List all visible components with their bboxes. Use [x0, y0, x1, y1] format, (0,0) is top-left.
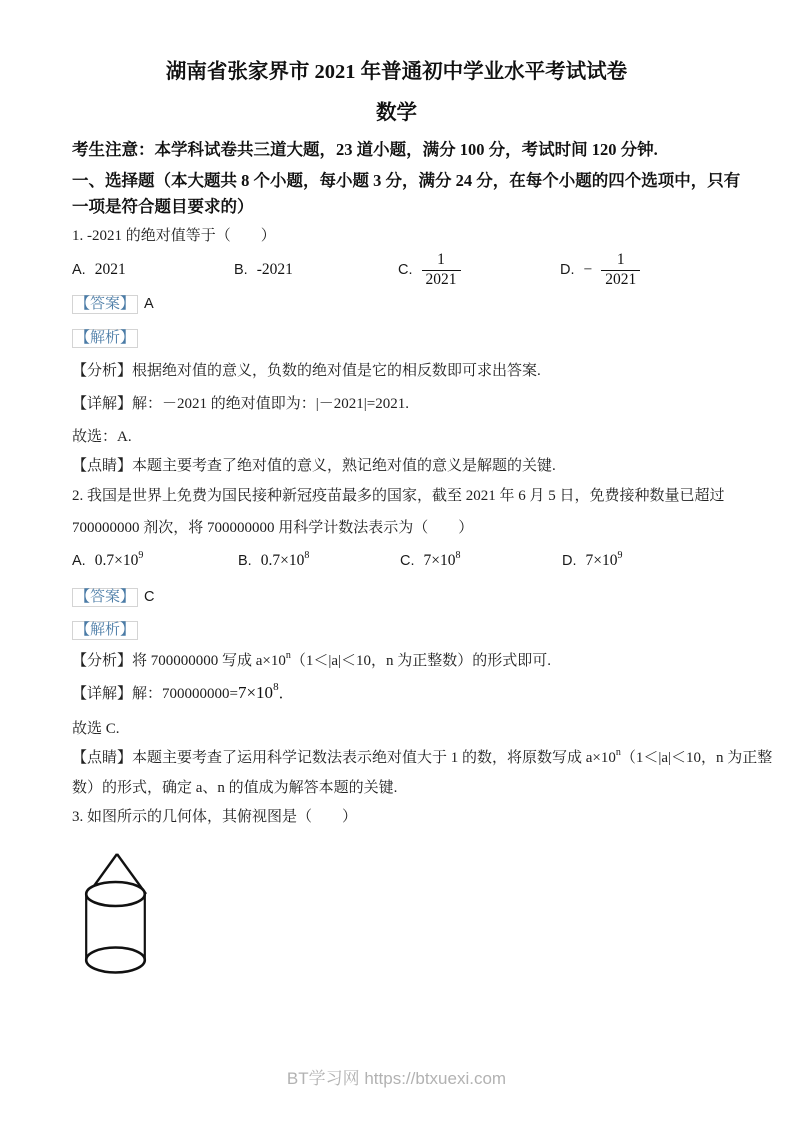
q2-option-c-label: C.: [400, 553, 415, 569]
q2-option-a-exponent: 9: [138, 549, 144, 561]
fraction-numerator: 1: [616, 250, 625, 268]
q1-option-b-value: -2021: [256, 261, 293, 278]
q2-option-d: [562, 548, 623, 574]
q1-jiexi-line: [72, 327, 138, 349]
q2-option-a-base: 0.7×10: [94, 552, 139, 569]
section-heading-line2: 一项是符合题目要求的）: [72, 197, 254, 216]
q2-option-c-value: [423, 549, 461, 570]
q2-option-b-base: 0.7×10: [260, 552, 305, 569]
q1-option-a-value: 2021: [94, 261, 126, 278]
q2-option-b-exponent: 8: [304, 549, 310, 561]
q1-options: [72, 247, 736, 293]
jiexi-label: 【解析】: [72, 329, 138, 348]
q1-option-a-label: A.: [72, 262, 86, 278]
q2-conclusion: 故选 C.: [72, 721, 120, 737]
q1-answer-line: [72, 293, 154, 315]
q1-option-c-fraction: [422, 251, 461, 289]
q2-comment-exponent: n: [615, 747, 621, 758]
candidate-notice: 考生注意：本学科试卷共三道大题，23 道小题，满分 100 分，考试时间 120 分钟.: [72, 140, 658, 159]
q1-option-d: [560, 247, 640, 293]
exam-title: 湖南省张家界市 2021 年普通初中学业水平考试试卷: [165, 61, 628, 83]
q2-option-c-base: 7×10: [423, 552, 456, 569]
q2-option-b-value: [260, 549, 310, 570]
q2-option-a-value: [94, 549, 144, 570]
q2-options: [72, 548, 736, 574]
q2-answer-line: [72, 586, 155, 608]
q1-option-b: [234, 247, 293, 293]
jiexi-label: 【解析】: [72, 621, 138, 640]
q2-analysis-text: 【分析】将 700000000 写成 a×10: [72, 653, 286, 669]
q2-detail-math-exponent: 8: [273, 681, 279, 694]
q2-stem-line2: 700000000 剂次，将 700000000 用科学计数法表示为（ ）: [72, 520, 474, 536]
q2-option-d-base: 7×10: [585, 552, 618, 569]
q3-stem: 3. 如图所示的几何体，其俯视图是（ ）: [72, 809, 358, 825]
answer-label: 【答案】: [72, 295, 138, 314]
q2-detail-math-base: 7×10: [237, 683, 274, 702]
fraction-denominator: 2021: [601, 270, 640, 290]
q2-comment-text-cont: （1＜|a|＜10，n 为正整: [620, 750, 773, 766]
q2-detail-text: 【详解】解：700000000=: [72, 686, 238, 702]
q2-option-a-label: A.: [72, 553, 86, 569]
section-heading-line1: 一、选择题（本大题共 8 个小题，每小题 3 分，满分 24 分，在每个小题的四个选项中，只有: [72, 171, 741, 190]
q2-answer-value: C: [144, 589, 155, 605]
geometry-solid-icon: [84, 850, 148, 976]
q2-option-b-label: B.: [238, 553, 252, 569]
q1-answer-value: A: [144, 296, 154, 312]
q2-option-a: [72, 548, 143, 574]
q1-option-d-fraction: [601, 251, 640, 289]
q2-analysis-exponent: n: [285, 650, 291, 661]
q2-detail: [72, 682, 294, 705]
subject-title: 数学: [376, 102, 417, 124]
q1-stem: 1. -2021 的绝对值等于（ ）: [72, 228, 276, 244]
q2-jiexi-line: [72, 619, 138, 641]
q2-comment-text: 【点睛】本题主要考查了运用科学记数法表示绝对值大于 1 的数，将原数写成 a×10: [72, 750, 616, 766]
q1-option-d-minus: −: [583, 261, 593, 278]
q1-option-d-label: D.: [560, 262, 575, 278]
q2-option-d-exponent: 9: [617, 549, 623, 561]
cylinder-cone-figure: [84, 850, 148, 981]
q2-option-d-label: D.: [562, 553, 577, 569]
q2-comment-line1: [72, 747, 772, 769]
q1-option-c: [398, 247, 461, 293]
q1-option-b-label: B.: [234, 262, 248, 278]
q1-analysis: 【分析】根据绝对值的意义，负数的绝对值是它的相反数即可求出答案.: [72, 363, 541, 379]
q2-stem-line1: 2. 我国是世界上免费为国民接种新冠疫苗最多的国家，截至 2021 年 6 月 5 日，免费接种数量已超过: [72, 488, 725, 504]
q2-comment-line2: 数）的形式，确定 a、n 的值成为解答本题的关键.: [72, 780, 398, 796]
q1-detail: 【详解】解：－2021 的绝对值即为：|－2021|=2021.: [72, 396, 409, 412]
q2-analysis: [72, 650, 551, 672]
q1-conclusion: 故选：A.: [72, 429, 132, 445]
answer-label: 【答案】: [72, 588, 138, 607]
q1-comment: 【点睛】本题主要考查了绝对值的意义，熟记绝对值的意义是解题的关键.: [72, 458, 556, 474]
fraction-denominator: 2021: [422, 270, 461, 290]
footer-watermark: BT学习网 https://btxuexi.com: [286, 1069, 507, 1088]
q2-option-c-exponent: 8: [455, 549, 461, 561]
fraction-numerator: 1: [437, 250, 445, 268]
q1-option-a: [72, 247, 126, 293]
q2-detail-period: ．: [278, 686, 294, 702]
q2-analysis-text-cont: （1＜|a|＜10，n 为正整数）的形式即可.: [290, 653, 552, 669]
q2-option-b: [238, 548, 309, 574]
q2-option-c: [400, 548, 461, 574]
q2-option-d-value: [585, 549, 623, 570]
q1-option-c-label: C.: [398, 262, 413, 278]
q2-detail-math: [238, 683, 279, 702]
